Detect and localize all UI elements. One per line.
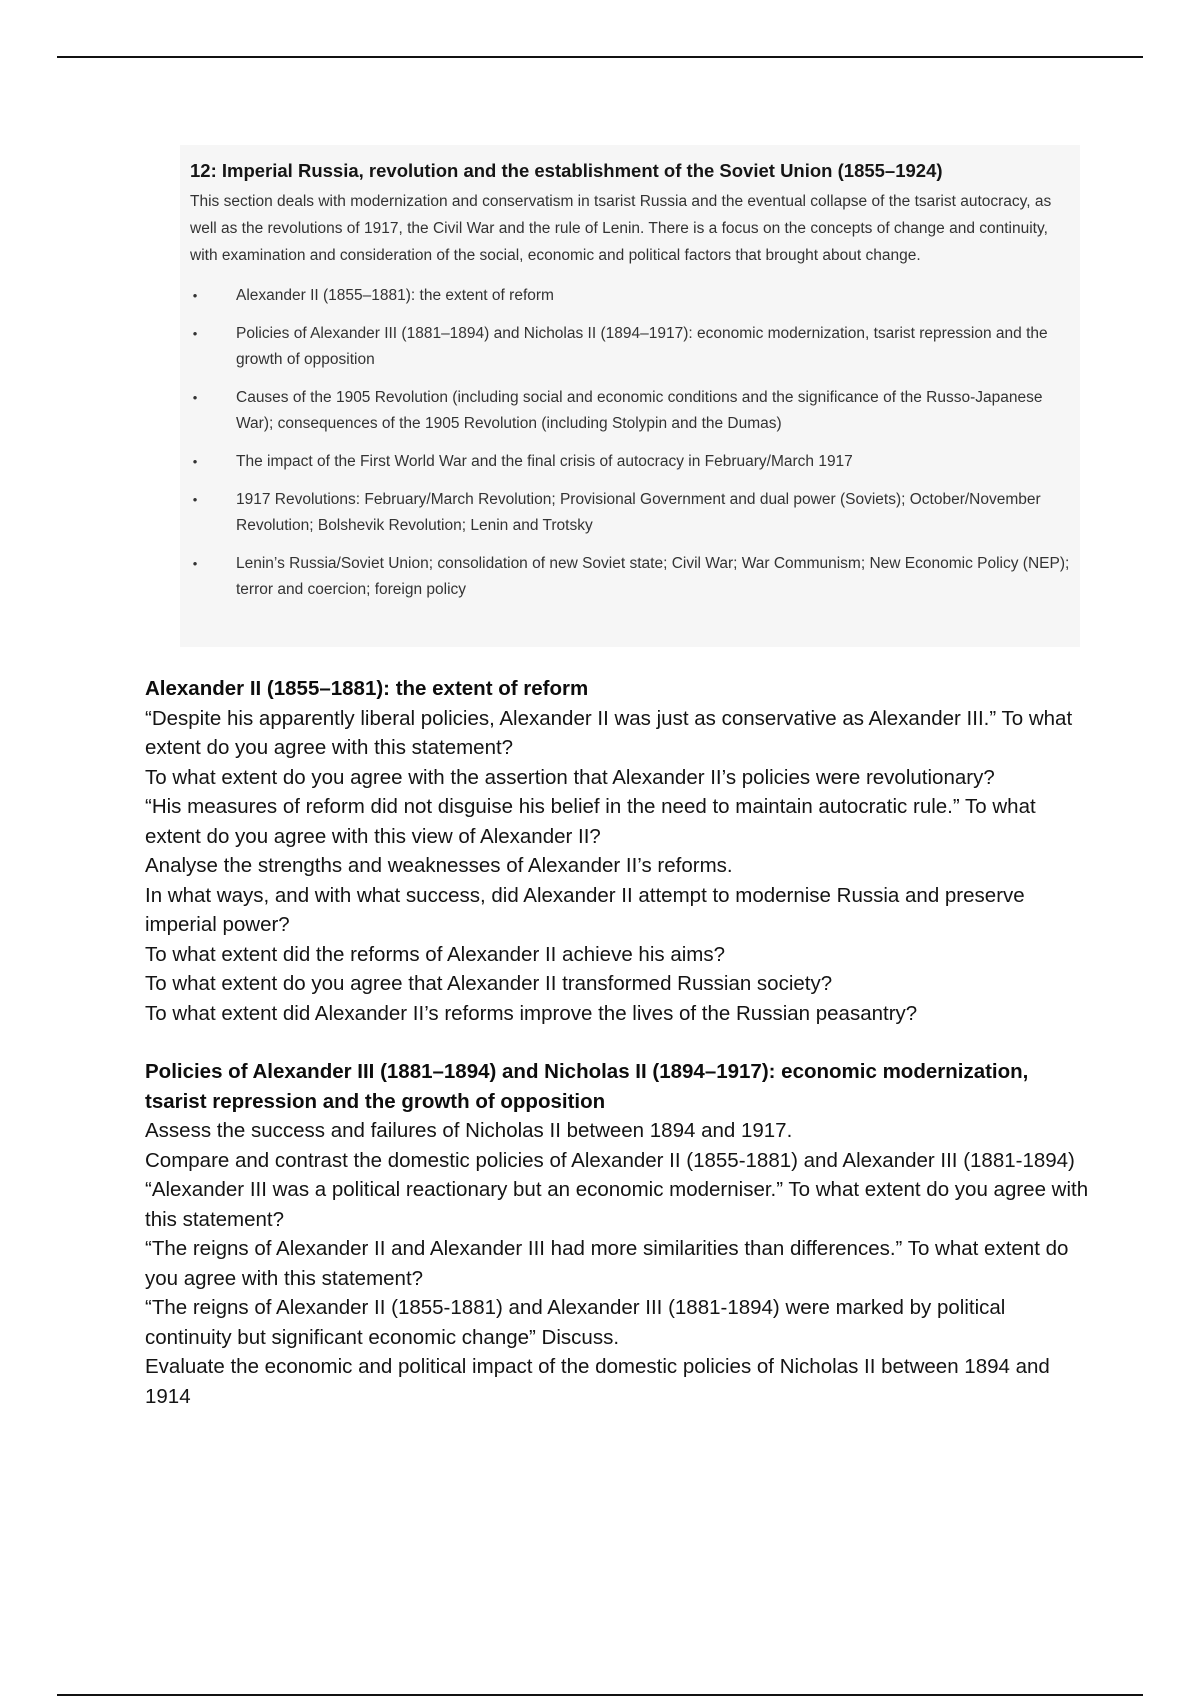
question: “Alexander III was a political reactionary but an economic moderniser.” To what extent do you agree with this statement? (145, 1178, 1089, 1231)
syllabus-topic (190, 487, 1070, 539)
bullet-icon: • (192, 288, 198, 303)
syllabus-topic-text: Causes of the 1905 Revolution (including social and economic conditions and the significance of the Russo-Japanese War); consequences of the 1905 Revolution (including Stolypin and the Dumas) (236, 389, 1043, 432)
bullet-icon: • (192, 492, 198, 507)
question: “The reigns of Alexander II (1855-1881) and Alexander III (1881-1894) were marked by political continuity but significant economic change” Discuss. (145, 1296, 1006, 1349)
syllabus-topic-text: 1917 Revolutions: February/March Revolution; Provisional Government and dual power (Soviets); October/November Revolution; Bolshevik Revolution; Lenin and Trotsky (236, 491, 1041, 534)
syllabus-topic-text: Lenin’s Russia/Soviet Union; consolidation of new Soviet state; Civil War; War Communism; New Economic Policy (NEP); terror and coercion; foreign policy (236, 555, 1070, 598)
bottom-rule (57, 1694, 1143, 1696)
syllabus-topic-text: Alexander II (1855–1881): the extent of reform (236, 287, 554, 304)
syllabus-box (180, 145, 1080, 647)
question: Compare and contrast the domestic policies of Alexander II (1855-1881) and Alexander III (1881-1894) (145, 1148, 1075, 1172)
question: To what extent do you agree that Alexander II transformed Russian society? (145, 972, 833, 995)
syllabus-topic (190, 449, 1070, 475)
bullet-icon: • (192, 454, 198, 469)
bullet-icon: • (192, 390, 198, 405)
question: “The reigns of Alexander II and Alexander III had more similarities than differences.” To what extent do you agree with this statement? (145, 1237, 1069, 1290)
question: “His measures of reform did not disguise his belief in the need to maintain autocratic rule.” To what extent do you agree with this view of Alexander II? (145, 795, 1036, 848)
syllabus-topic (190, 385, 1070, 437)
question: Evaluate the economic and political impact of the domestic policies of Nicholas II between 1894 and 1914 (145, 1355, 1050, 1408)
syllabus-topic-text: Policies of Alexander III (1881–1894) and Nicholas II (1894–1917): economic modernization, tsarist repression and the growth of opposition (236, 325, 1048, 368)
section-alexander-ii (145, 674, 1095, 1028)
syllabus-topic (190, 321, 1070, 373)
top-rule (57, 56, 1143, 58)
question: To what extent did Alexander II’s reforms improve the lives of the Russian peasantry? (145, 1001, 918, 1025)
question: To what extent did the reforms of Alexander II achieve his aims? (145, 942, 725, 966)
syllabus-topic (190, 283, 1070, 309)
bullet-icon: • (192, 556, 198, 571)
section-heading: Policies of Alexander III (1881–1894) and Nicholas II (1894–1917): economic modernization, tsarist repression and the growth of opposition (145, 1060, 1029, 1113)
section-heading: Alexander II (1855–1881): the extent of reform (145, 677, 589, 700)
syllabus-description: This section deals with modernization and conservatism in tsarist Russia and the eventual collapse of the tsarist autocracy, as well as the revolutions of 1917, the Civil War and the rule of Lenin. There is a focus on the concepts of change and continuity, with examination and consideration of the social, economic and political factors that brought about change. (190, 193, 1052, 264)
syllabus-title: 12: Imperial Russia, revolution and the establishment of the Soviet Union (1855–1924) (190, 160, 943, 181)
question: Assess the success and failures of Nicholas II between 1894 and 1917. (145, 1119, 793, 1142)
syllabus-topic (190, 551, 1070, 603)
question: In what ways, and with what success, did Alexander II attempt to modernise Russia and preserve imperial power? (145, 883, 1025, 936)
question: To what extent do you agree with the assertion that Alexander II’s policies were revolutionary? (145, 765, 995, 789)
syllabus-topic-text: The impact of the First World War and the final crisis of autocracy in February/March 1917 (236, 453, 853, 470)
syllabus-topic-list (190, 283, 1070, 603)
question: “Despite his apparently liberal policies, Alexander II was just as conservative as Alexander III.” To what extent do you agree with this statement? (145, 706, 1073, 759)
question: Analyse the strengths and weaknesses of Alexander II’s reforms. (145, 854, 733, 877)
section-alexander-iii-nicholas-ii (145, 1057, 1095, 1411)
bullet-icon: • (192, 326, 198, 341)
